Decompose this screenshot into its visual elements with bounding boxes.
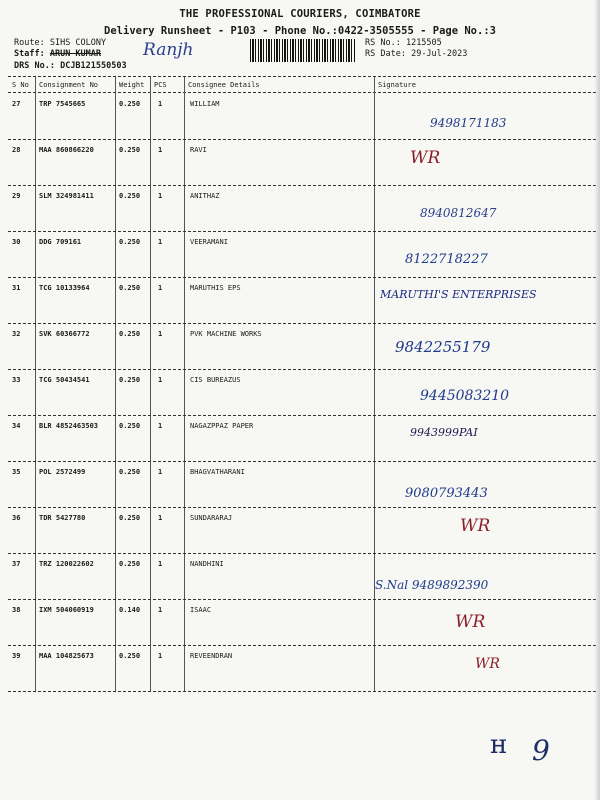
row-pcs: 1 [158,376,163,384]
header-bottom-rule [8,92,596,93]
row-sno: 36 [12,514,21,522]
row-pcs: 1 [158,606,163,614]
row-weight: 0.250 [119,238,141,246]
row-signature: WR [410,148,441,168]
row-sno: 38 [12,606,21,614]
row-pcs: 1 [158,468,163,476]
row-weight: 0.250 [119,146,141,154]
row-consignee: ANITHAZ [190,192,220,200]
row-pcs: 1 [158,422,163,430]
row-consignee: BHAGVATHARANI [190,468,245,476]
table-row [0,508,600,554]
row-signature: 9080793443 [405,486,488,501]
row-consignee: MARUTHIS EPS [190,284,241,292]
row-consignee: ISAAC [190,606,212,614]
row-consignment-no: TCG 10133964 [39,284,90,292]
runsheet-title: Delivery Runsheet - P103 - Phone No.:0422-3505555 - Page No.:3 [104,25,496,37]
row-consignment-no: POL 2572499 [39,468,86,476]
row-signature: MARUTHI'S ENTERPRISES [380,288,537,301]
drs-line [14,61,127,71]
row-consignment-no: SLM 324981411 [39,192,94,200]
table-row [0,370,600,416]
handwritten-page-mark: ʜ [490,730,508,760]
row-weight: 0.250 [119,376,141,384]
row-consignment-no: MAA 860866220 [39,146,94,154]
row-signature: 9842255179 [395,338,491,356]
staff-handwritten-name: Ranjh [143,40,194,60]
drs-label: DRS No.: [14,61,55,71]
row-sno: 37 [12,560,21,568]
row-weight: 0.250 [119,422,141,430]
header-top-rule [8,76,596,77]
scan-edge-shadow [594,0,600,800]
row-signature: 9445083210 [420,388,510,404]
row-weight: 0.250 [119,284,141,292]
row-sno: 39 [12,652,21,660]
row-pcs: 1 [158,238,163,246]
staff-value: ARUN KUMAR [49,49,102,59]
row-sno: 30 [12,238,21,246]
row-pcs: 1 [158,284,163,292]
table-row [0,324,600,370]
table-row [0,186,600,232]
col-weight: Weight [119,81,145,89]
row-sno: 29 [12,192,21,200]
staff-line [14,49,101,59]
row-sno: 31 [12,284,21,292]
route-value: SIHS COLONY [49,38,107,48]
col-pcs: PCS [154,81,167,89]
handwritten-page-count: 9 [532,734,550,767]
row-consignment-no: DDG 709161 [39,238,82,246]
rs-no-label: RS No.: [365,38,401,48]
barcode [250,39,356,62]
row-pcs: 1 [158,146,163,154]
drs-value: DCJB121550503 [60,61,127,71]
row-consignment-no: SVK 60366772 [39,330,90,338]
col-consignee: Consignee Details [188,81,260,89]
rs-date-line [365,49,467,59]
route-label: Route: [14,38,45,48]
col-signature: Signature [378,81,416,89]
row-consignee: VEERAMANI [190,238,228,246]
row-pcs: 1 [158,330,163,338]
rs-no-value: 1215505 [405,38,442,48]
row-consignee: REVEENDRAN [190,652,233,660]
table-row [0,554,600,600]
row-consignment-no: TRP 7545665 [39,100,86,108]
row-pcs: 1 [158,560,163,568]
row-sno: 33 [12,376,21,384]
col-sno: S No [12,81,29,89]
row-consignee: CIS BUREAZUS [190,376,241,384]
row-consignment-no: TDR 5427780 [39,514,86,522]
route-line [14,38,106,48]
row-signature: 8940812647 [420,206,497,220]
row-signature: 9498171183 [430,116,507,130]
row-weight: 0.250 [119,330,141,338]
staff-label: Staff: [14,49,45,59]
row-weight: 0.250 [119,192,141,200]
row-sno: 35 [12,468,21,476]
row-consignee: RAVI [190,146,207,154]
table-row [0,94,600,140]
table-row [0,600,600,646]
row-sno: 34 [12,422,21,430]
row-signature: WR [475,656,500,672]
table-row [0,462,600,508]
row-signature: S.Nal 9489892390 [375,578,489,592]
table-row [0,416,600,462]
row-weight: 0.250 [119,652,141,660]
row-consignment-no: IXM 504060919 [39,606,94,614]
table-row [0,140,600,186]
rs-date-value: 29-Jul-2023 [411,49,468,59]
row-consignment-no: TRZ 120022602 [39,560,94,568]
row-pcs: 1 [158,514,163,522]
row-weight: 0.250 [119,100,141,108]
row-consignee: NANDHINI [190,560,224,568]
row-sno: 27 [12,100,21,108]
rs-no-line [365,38,442,48]
col-consignment: Consignment No [39,81,99,89]
row-consignee: WILLIAM [190,100,220,108]
row-consignment-no: MAA 104825673 [39,652,94,660]
table-row [0,232,600,278]
row-signature: WR [455,612,486,632]
row-sno: 32 [12,330,21,338]
row-sno: 28 [12,146,21,154]
row-signature: 9943999PAI [410,426,478,439]
row-consignee: NAGAZPPAZ PAPER [190,422,254,430]
row-consignment-no: TCG 50434541 [39,376,90,384]
row-weight: 0.250 [119,514,141,522]
row-consignee: PVK MACHINE WORKS [190,330,262,338]
table-row [0,646,600,692]
row-consignment-no: BLR 4852463503 [39,422,99,430]
rs-date-label: RS Date: [365,49,406,59]
row-signature: WR [460,516,491,536]
row-weight: 0.140 [119,606,141,614]
row-pcs: 1 [158,100,163,108]
table-row [0,278,600,324]
company-title: THE PROFESSIONAL COURIERS, COIMBATORE [179,8,421,20]
row-pcs: 1 [158,652,163,660]
row-signature: 8122718227 [405,252,488,267]
row-separator [8,691,596,692]
row-weight: 0.250 [119,468,141,476]
row-consignee: SUNDARARAJ [190,514,233,522]
row-pcs: 1 [158,192,163,200]
row-weight: 0.250 [119,560,141,568]
